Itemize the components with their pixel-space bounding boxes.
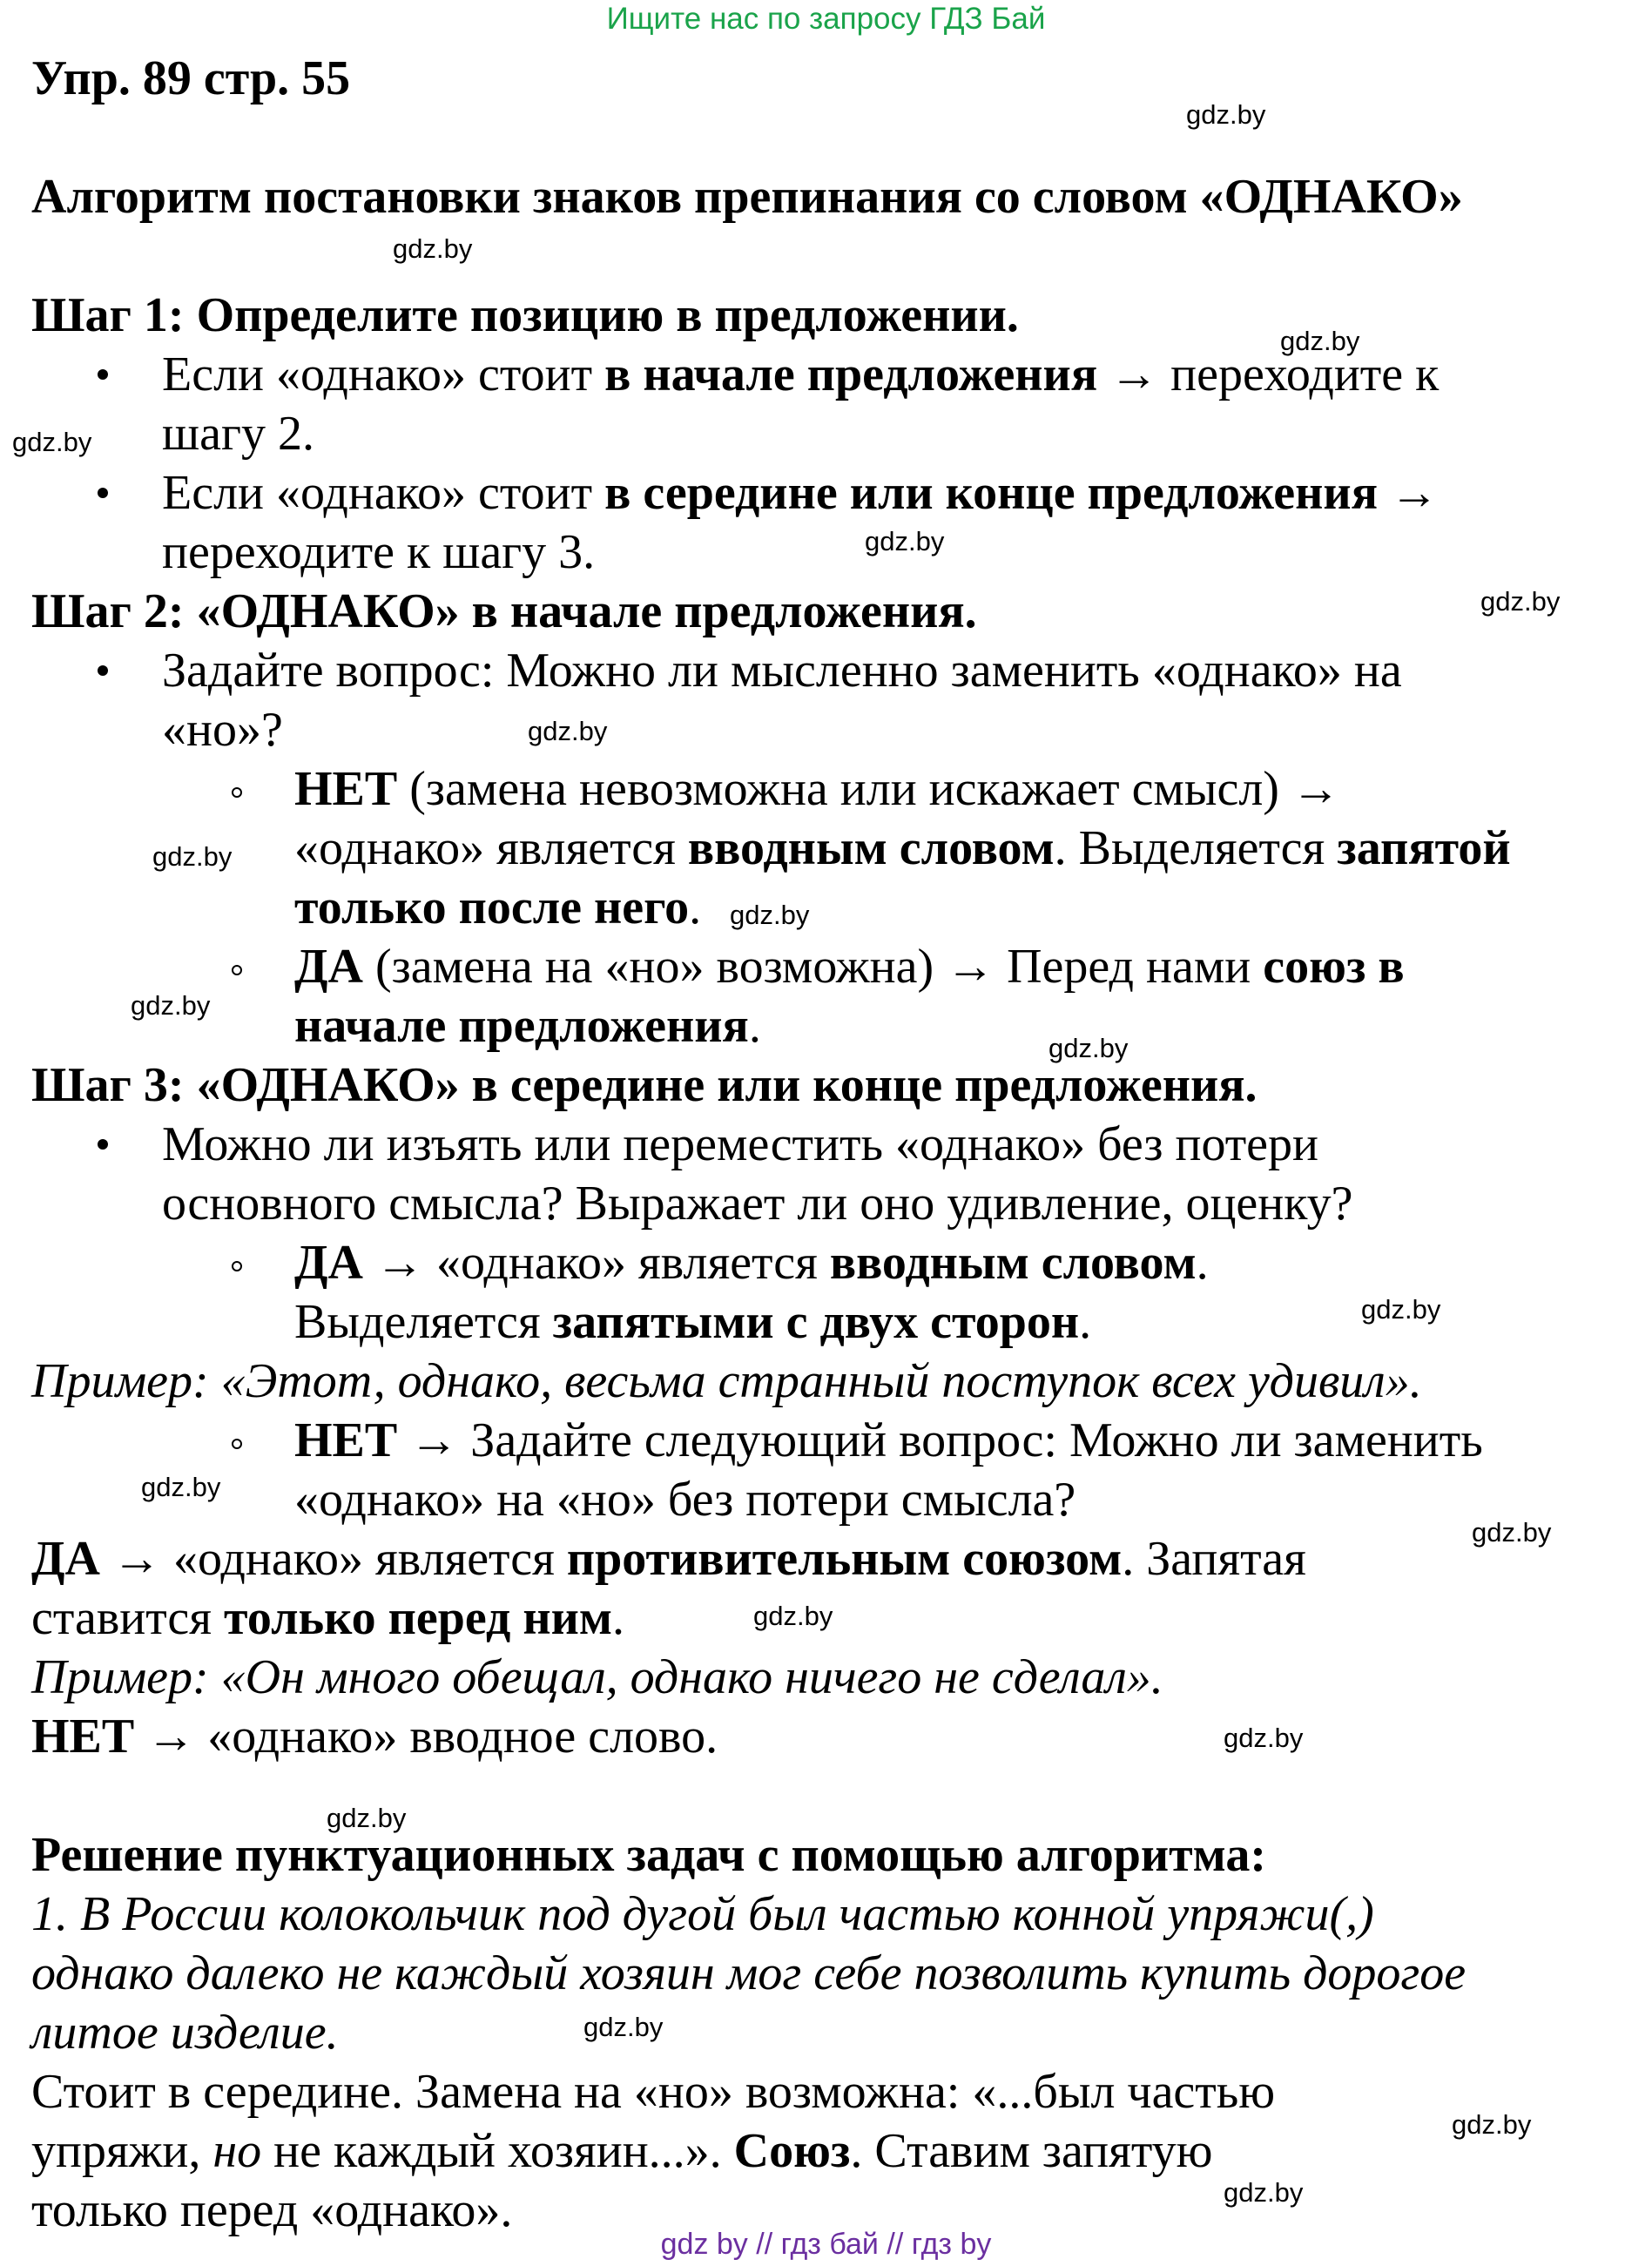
step2-question-line2: «но»? <box>162 703 283 757</box>
step2-yes-line1: ДА (замена на «но» возможна) → Перед нами союз в <box>294 940 1405 994</box>
solution-answer-line2: упряжи, но не каждый хозяин...». Союз. Ставим запятую <box>31 2124 1213 2178</box>
circle-bullet <box>232 1261 242 1271</box>
step3-title: Шаг 3: «ОДНАКО» в середине или конце предложения. <box>31 1058 1258 1112</box>
watermark: gdz.by <box>528 716 608 746</box>
solution-item1-line3: литое изделие. <box>31 2006 339 2060</box>
top-banner: Ищите нас по запросу ГДЗ Бай <box>606 2 1046 36</box>
solution-answer-line1: Стоит в середине. Замена на «но» возможна: «...был частью <box>31 2065 1276 2119</box>
watermark: gdz.by <box>1472 1517 1552 1548</box>
watermark: gdz.by <box>1361 1294 1441 1325</box>
watermark: gdz.by <box>1480 586 1561 617</box>
step2-no-line1: НЕТ (замена невозможна или искажает смысл) → <box>294 762 1340 816</box>
step1-bullet1-line1: Если «однако» стоит в начале предложения → переходите к <box>162 347 1440 401</box>
step3-example2: Пример: «Он много обещал, однако ничего не сделал». <box>31 1650 1163 1704</box>
step3-da2-line1: ДА → «однако» является противительным союзом. Запятая <box>31 1532 1306 1586</box>
step3-question-line2: основного смысла? Выражает ли оно удивление, оценку? <box>162 1177 1353 1231</box>
circle-bullet <box>232 1439 242 1449</box>
watermark: gdz.by <box>1049 1033 1129 1063</box>
bullet-dot <box>98 1139 108 1150</box>
step3-no-line2: «однако» на «но» без потери смысла? <box>294 1473 1076 1527</box>
step2-title: Шаг 2: «ОДНАКО» в начале предложения. <box>31 584 977 638</box>
circle-bullet <box>232 787 242 798</box>
step3-da2-line2: ставится только перед ним. <box>31 1591 625 1645</box>
step1-title: Шаг 1: Определите позицию в предложении. <box>31 288 1019 342</box>
watermark: gdz.by <box>327 1803 407 1833</box>
step3-yes-line1: ДА → «однако» является вводным словом. <box>294 1236 1209 1290</box>
page-title: Упр. 89 стр. 55 <box>31 51 351 105</box>
step3-question-line1: Можно ли изъять или переместить «однако» без потери <box>162 1117 1319 1171</box>
watermark: gdz.by <box>583 2012 664 2042</box>
circle-bullet <box>232 965 242 975</box>
step2-no-line3: только после него. <box>294 880 702 934</box>
bullet-dot <box>98 369 108 380</box>
step2-question-line1: Задайте вопрос: Можно ли мысленно заменить «однако» на <box>162 644 1402 698</box>
step3-yes-line2: Выделяется запятыми с двух сторон. <box>294 1295 1092 1349</box>
watermark: gdz.by <box>1452 2109 1532 2140</box>
watermark: gdz.by <box>393 233 473 264</box>
watermark: gdz.by <box>865 526 945 556</box>
algorithm-title: Алгоритм постановки знаков препинания со словом «ОДНАКО» <box>31 170 1463 224</box>
bottom-banner: gdz by // гдз бай // гдз by <box>660 2228 992 2261</box>
solution-item1-line2: однако далеко не каждый хозяин мог себе позволить купить дорогое <box>31 1946 1467 2000</box>
solution-item1-line1: 1. В России колокольчик под дугой был частью конной упряжи(,) <box>31 1887 1374 1941</box>
watermark: gdz.by <box>131 990 211 1021</box>
watermark: gdz.by <box>1224 2177 1304 2208</box>
watermark: gdz.by <box>1186 99 1266 130</box>
watermark: gdz.by <box>12 427 92 457</box>
step3-example1: Пример: «Этот, однако, весьма странный поступок всех удивил». <box>31 1354 1422 1408</box>
watermark: gdz.by <box>730 900 810 930</box>
step2-no-line2: «однако» является вводным словом. Выделяется запятой <box>294 821 1511 875</box>
watermark: gdz.by <box>753 1601 833 1631</box>
watermark: gdz.by <box>152 841 233 872</box>
step3-no-line1: НЕТ → Задайте следующий вопрос: Можно ли заменить <box>294 1413 1483 1467</box>
bullet-dot <box>98 665 108 676</box>
solution-title: Решение пунктуационных задач с помощью алгоритма: <box>31 1828 1267 1882</box>
solution-answer-line3: только перед «однако». <box>31 2183 513 2237</box>
step1-bullet2-line2: переходите к шагу 3. <box>162 525 596 579</box>
bullet-dot <box>98 488 108 498</box>
watermark: gdz.by <box>141 1472 221 1502</box>
step1-bullet1-line2: шагу 2. <box>162 407 314 461</box>
watermark: gdz.by <box>1280 326 1360 356</box>
step1-bullet2-line1: Если «однако» стоит в середине или конце предложения → <box>162 466 1439 520</box>
watermark: gdz.by <box>1224 1723 1304 1753</box>
step2-yes-line2: начале предложения. <box>294 999 761 1053</box>
step3-net2: НЕТ → «однако» вводное слово. <box>31 1710 718 1764</box>
